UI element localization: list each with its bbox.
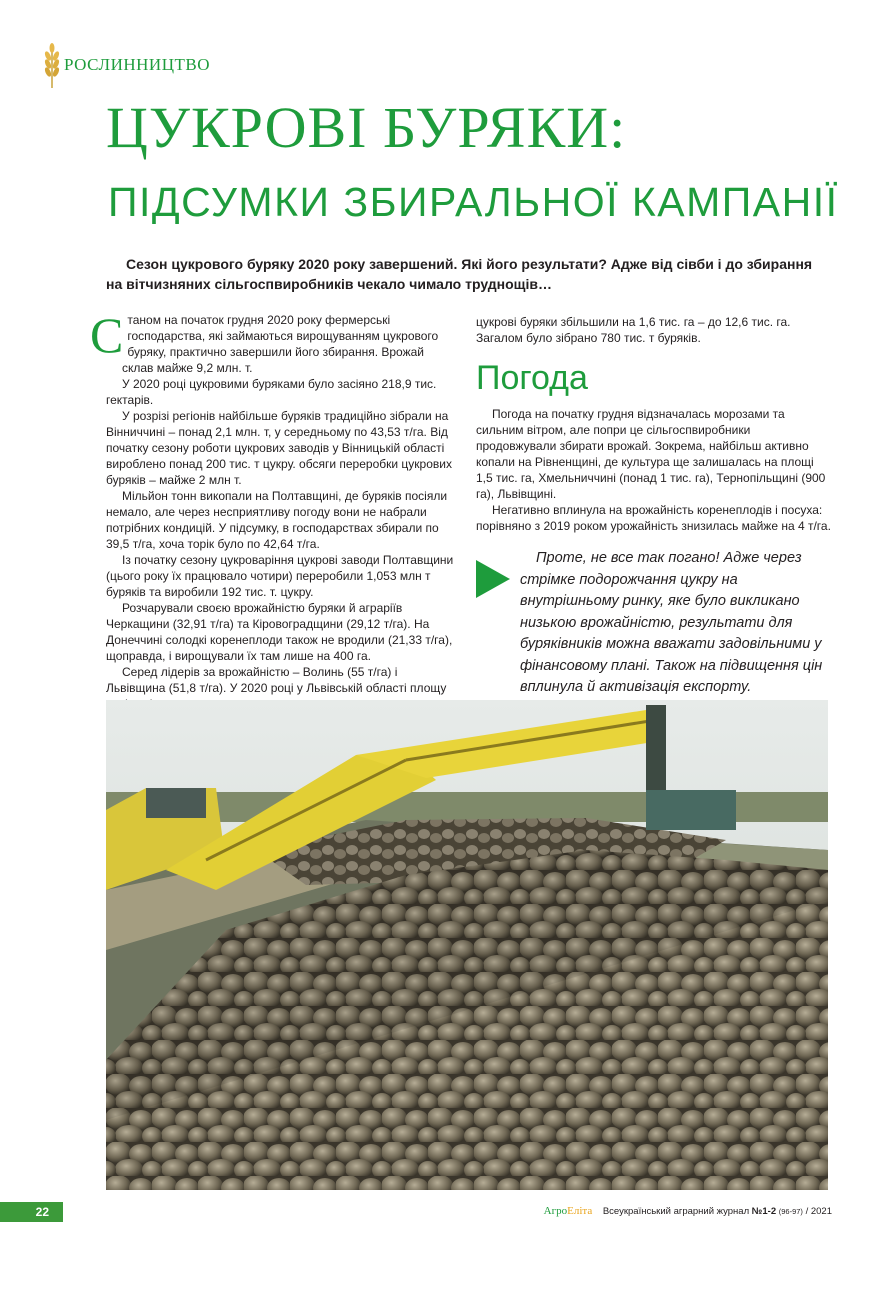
paragraph: таном на початок грудня 2020 року фермерські господарства, які займаються вирощуванням цукрового буряку, практично завершили його збирання. Врожай склав майже 9,2 млн. т.: [122, 313, 439, 375]
page-number: 22: [35, 1205, 49, 1219]
play-arrow-icon: [476, 560, 510, 598]
right-column-continuation: [476, 314, 832, 346]
page-number-tab: [0, 1202, 63, 1222]
wheat-icon: [42, 42, 62, 88]
footer: [528, 1205, 832, 1217]
section-label: РОСЛИННИЦТВО: [64, 55, 210, 74]
issue-extra: (96-97): [778, 1207, 803, 1216]
article-title: ЦУКРОВІ БУРЯКИ:: [106, 95, 627, 160]
paragraph: Мільйон тонн викопали на Полтавщині, де буряків посіяли немало, але через несприятливу погоду вони не набрали потрібних кондицій. У підсумку, в господарствах збирали по 39,5 т/га, хоча торік було по 42,64 т/га.: [106, 489, 448, 551]
paragraph: Розчарували своєю врожайністю буряки й аграріїв Черкащини (32,91 т/га) та Кіровоградщини (29,12 т/га). На Донеччині солодкі коренеплоди також не вродили (21,33 т/га), щоправда, і вирощували їх там лише на 400 га.: [106, 601, 453, 663]
paragraph: цукрові буряки збільшили на 1,6 тис. га – до 12,6 тис. га. Загалом було зібрано 780 тис. т буряків.: [476, 315, 791, 345]
paragraph: У 2020 році цукровими буряками було засіяно 218,9 тис. гектарів.: [106, 377, 437, 407]
article-subtitle: ПІДСУМКИ ЗБИРАЛЬНОЇ КАМПАНІЇ: [108, 179, 839, 225]
issue-year: / 2021: [805, 1206, 832, 1217]
pull-quote: Проте, не все так погано! Адже через стрімке подорожчання цукру на внутрішньому ринку, яке було викликано низькою врожайністю, результати для буряківників можна вважати задовільними у фінансовому плані. Також на підвищення цін вплинула й активізація експорту.: [520, 550, 823, 695]
article-lead: Сезон цукрового буряку 2020 року завершений. Які його результати? Адже від сівби і до збирання на вітчизняних сільгоспвиробників чекало чимало труднощів…: [106, 256, 813, 292]
paragraph: Серед лідерів за врожайністю – Волинь (55 т/га) і Львівщина (51,8 т/га). У 2020 році у Львівській області площу: [106, 665, 447, 695]
weather-section: [476, 406, 832, 534]
drop-cap: С: [90, 307, 124, 363]
paragraph: Із початку сезону цукроваріння цукрові заводи Полтавщини (цього року їх працювало чотири) переробили 1,053 млн т буряків та виробили 192 тис. т. цукру.: [106, 553, 454, 599]
beet-harvest-photo: [106, 700, 828, 1190]
issue-number: №1-2: [751, 1206, 777, 1217]
left-column: [90, 307, 458, 712]
paragraph: Погода на початку грудня відзначалась морозами та сильним вітром, але попри це сільгоспвиробники продовжували збирати врожай. Зокрема, найбільш активно копали на Рівненщині, де культура ще залишалась на площі 1,5 тис. га, Хмельниччині (понад 1 тис. га), Тернопільщині (900 га), Львівщині.: [476, 407, 826, 501]
weather-heading: Погода: [476, 359, 588, 397]
journal-name: Всеукраїнський аграрний журнал: [602, 1206, 750, 1217]
paragraph: У розрізі регіонів найбільше буряків традиційно зібрали на Вінниччині – понад 2,1 млн. т, у середньому по 43,53 т/га. Від початку сезону роботи цукрових заводів у Вінницькій області вироблено понад 200 тис. т цукру. обсяги переробки цукрових буряків – майже 2 млн т.: [106, 409, 452, 487]
brand-logo: АгроЕліта: [543, 1205, 593, 1217]
paragraph: Негативно вплинула на врожайність коренеплодів і посуха: порівняно з 2019 роком урожайність знизилась майже на 4 т/га.: [476, 503, 831, 533]
